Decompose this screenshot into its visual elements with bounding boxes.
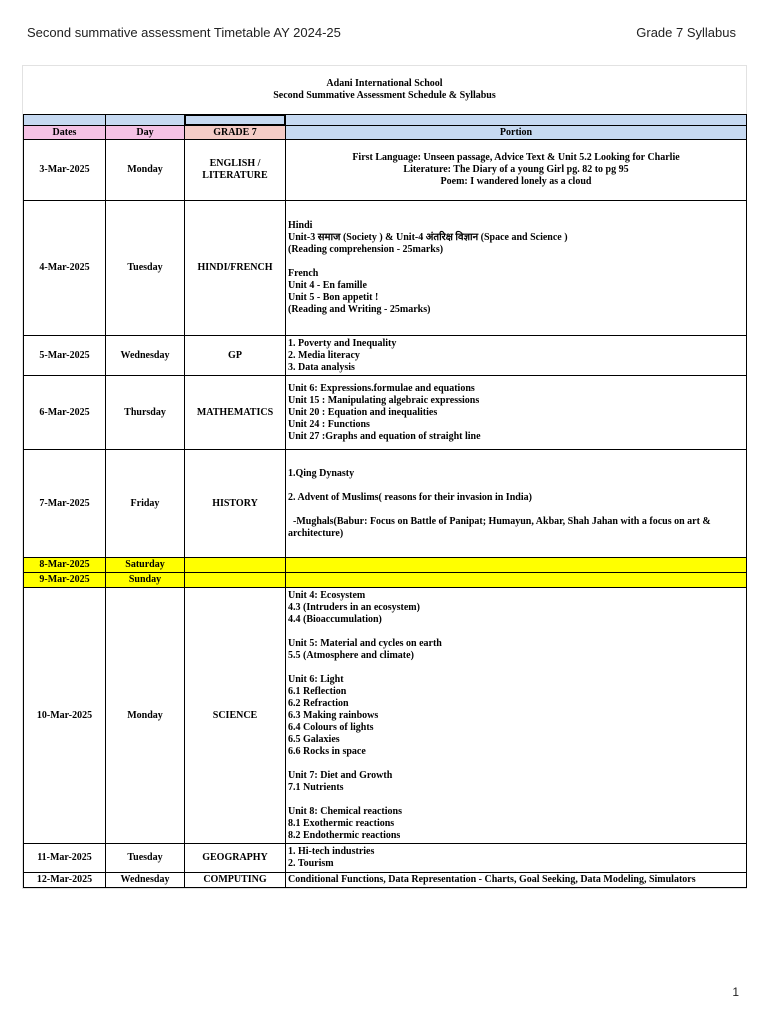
table-row: [24, 201, 747, 336]
portion-line: Unit 5: Material and cycles on earth: [288, 637, 442, 649]
portion-cell: [286, 201, 747, 336]
date-cell: 3-Mar-2025: [24, 140, 106, 201]
subject-cell: [185, 558, 286, 573]
table-row: [24, 558, 747, 573]
subject-line: COMPUTING: [203, 874, 267, 885]
portion-line: 8.2 Endothermic reactions: [288, 829, 401, 841]
table-row: [24, 336, 747, 376]
subject-cell: [185, 588, 286, 844]
column-header-dates: Dates: [24, 126, 106, 140]
day-cell: Tuesday: [106, 844, 185, 873]
portion-line: 6.3 Making rainbows: [288, 709, 379, 721]
portion-cell: [286, 873, 747, 888]
portion-line: 6.1 Reflection: [288, 685, 347, 697]
day-cell: Friday: [106, 450, 185, 558]
day-cell: Saturday: [106, 558, 185, 573]
portion-line: (Reading and Writing - 25marks): [288, 304, 431, 315]
subject-cell: [185, 873, 286, 888]
portion-line: Unit 4: Ecosystem: [288, 589, 366, 601]
portion-spacer: [288, 626, 744, 638]
portion-line: 6.6 Rocks in space: [288, 745, 366, 757]
subject-line: HINDI/FRENCH: [197, 262, 273, 273]
subject-line: HISTORY: [212, 497, 258, 509]
portion-line: 4.3 (Intruders in an ecosystem): [288, 601, 420, 613]
subject-cell: [185, 450, 286, 558]
day-cell: Thursday: [106, 376, 185, 450]
portion-spacer: [288, 504, 744, 516]
portion-line: Unit 6: Expressions.formulae and equations: [288, 382, 475, 394]
portion-line: Literature: The Diary of a young Girl pg. 82 to pg 95: [403, 164, 629, 175]
portion-line: Hindi: [288, 220, 313, 231]
subject-line: GEOGRAPHY: [202, 852, 268, 863]
date-cell: 4-Mar-2025: [24, 201, 106, 336]
sheet-subtitle: Second Summative Assessment Schedule & Syllabus: [273, 90, 496, 101]
date-cell: 8-Mar-2025: [24, 558, 106, 573]
subject-line: ENGLISH /: [209, 158, 261, 169]
portion-line: Unit 4 - En famille: [288, 280, 367, 291]
subject-cell: [185, 140, 286, 201]
portion-line: 2. Media literacy: [288, 349, 360, 361]
portion-cell: [286, 573, 747, 588]
portion-line: 5.5 (Atmosphere and climate): [288, 649, 414, 661]
portion-cell: [286, 376, 747, 450]
column-header-day: Day: [106, 126, 185, 140]
table-row: [24, 873, 747, 888]
strip-cell-grade: [185, 115, 286, 126]
portion-line: Conditional Functions, Data Representation - Charts, Goal Seeking, Data Modeling, Simulators: [288, 874, 696, 885]
header-strip-row: [24, 115, 747, 126]
portion-line: 6.5 Galaxies: [288, 733, 340, 745]
portion-line: Unit 27 :Graphs and equation of straight line: [288, 430, 481, 442]
date-cell: 11-Mar-2025: [24, 844, 106, 873]
portion-line: 8.1 Exothermic reactions: [288, 817, 395, 829]
portion-line: 1. Poverty and Inequality: [288, 337, 397, 349]
portion-line: (Reading comprehension - 25marks): [288, 244, 444, 255]
subject-line: MATHEMATICS: [196, 406, 274, 418]
day-cell: Wednesday: [106, 336, 185, 376]
day-cell: Sunday: [106, 573, 185, 588]
portion-spacer: [288, 758, 744, 770]
date-cell: 5-Mar-2025: [24, 336, 106, 376]
portion-line: First Language: Unseen passage, Advice Text & Unit 5.2 Looking for Charlie: [352, 152, 680, 163]
portion-spacer: [288, 480, 744, 492]
school-name: Adani International School: [326, 78, 443, 89]
date-cell: 9-Mar-2025: [24, 573, 106, 588]
column-header-grade: GRADE 7: [185, 126, 286, 140]
page-header-grade: Grade 7 Syllabus: [636, 25, 736, 40]
portion-cell: [286, 558, 747, 573]
schedule-table: [23, 114, 747, 888]
day-cell: Wednesday: [106, 873, 185, 888]
table-row: [24, 450, 747, 558]
portion-line: 3. Data analysis: [288, 361, 355, 373]
portion-line: -Mughals(Babur: Focus on Battle of Panipat; Humayun, Akbar, Shah Jahan with a focus on art & architecture): [288, 515, 714, 539]
portion-line: 4.4 (Bioaccumulation): [288, 613, 382, 625]
portion-line: 6.4 Colours of lights: [288, 721, 374, 733]
strip-cell: [106, 115, 185, 126]
day-cell: Monday: [106, 588, 185, 844]
portion-spacer: [288, 256, 744, 268]
subject-line: LITERATURE: [202, 170, 268, 181]
portion-line: Unit 6: Light: [288, 673, 344, 685]
portion-line: Unit 5 - Bon appetit !: [288, 292, 379, 303]
day-cell: Tuesday: [106, 201, 185, 336]
portion-cell: [286, 844, 747, 873]
portion-line: Unit 24 : Functions: [288, 418, 370, 430]
date-cell: 6-Mar-2025: [24, 376, 106, 450]
portion-line: Poem: I wandered lonely as a cloud: [440, 176, 592, 187]
portion-line: French: [288, 268, 319, 279]
date-cell: 10-Mar-2025: [24, 588, 106, 844]
page-number: 1: [732, 985, 739, 999]
portion-cell: [286, 140, 747, 201]
date-cell: 12-Mar-2025: [24, 873, 106, 888]
portion-line: 1.Qing Dynasty: [288, 467, 355, 479]
portion-line: 2. Tourism: [288, 858, 334, 869]
portion-line: Unit 20 : Equation and inequalities: [288, 406, 438, 418]
strip-cell: [24, 115, 106, 126]
portion-line: 2. Advent of Muslims( reasons for their invasion in India): [288, 491, 532, 503]
table-row: [24, 844, 747, 873]
portion-spacer: [288, 794, 744, 806]
portion-line: 6.2 Refraction: [288, 697, 349, 709]
schedule-sheet: [22, 65, 747, 889]
table-row: [24, 588, 747, 844]
subject-cell: [185, 844, 286, 873]
page-header-title: Second summative assessment Timetable AY 2024-25: [27, 25, 341, 40]
portion-line: 7.1 Nutrients: [288, 781, 344, 793]
portion-line: Unit 15 : Manipulating algebraic expressions: [288, 394, 480, 406]
portion-line: Unit 7: Diet and Growth: [288, 769, 393, 781]
column-header-portion: Portion: [286, 126, 747, 140]
portion-spacer: [288, 662, 744, 674]
table-row: [24, 140, 747, 201]
strip-cell: [286, 115, 747, 126]
column-header-row: [24, 126, 747, 140]
subject-cell: [185, 376, 286, 450]
subject-cell: [185, 573, 286, 588]
date-cell: 7-Mar-2025: [24, 450, 106, 558]
subject-line: GP: [228, 349, 242, 361]
subject-line: SCIENCE: [212, 709, 258, 721]
subject-cell: [185, 201, 286, 336]
portion-line: Unit 8: Chemical reactions: [288, 805, 402, 817]
table-row: [24, 573, 747, 588]
subject-cell: [185, 336, 286, 376]
table-row: [24, 376, 747, 450]
portion-line: 1. Hi-tech industries: [288, 846, 375, 857]
sheet-title-block: [23, 66, 746, 114]
day-cell: Monday: [106, 140, 185, 201]
portion-cell: [286, 588, 747, 844]
portion-cell: [286, 450, 747, 558]
portion-line: Unit-3 समाज (Society ) & Unit-4 अंतरिक्ष विज्ञान (Space and Science ): [288, 232, 568, 243]
portion-cell: [286, 336, 747, 376]
